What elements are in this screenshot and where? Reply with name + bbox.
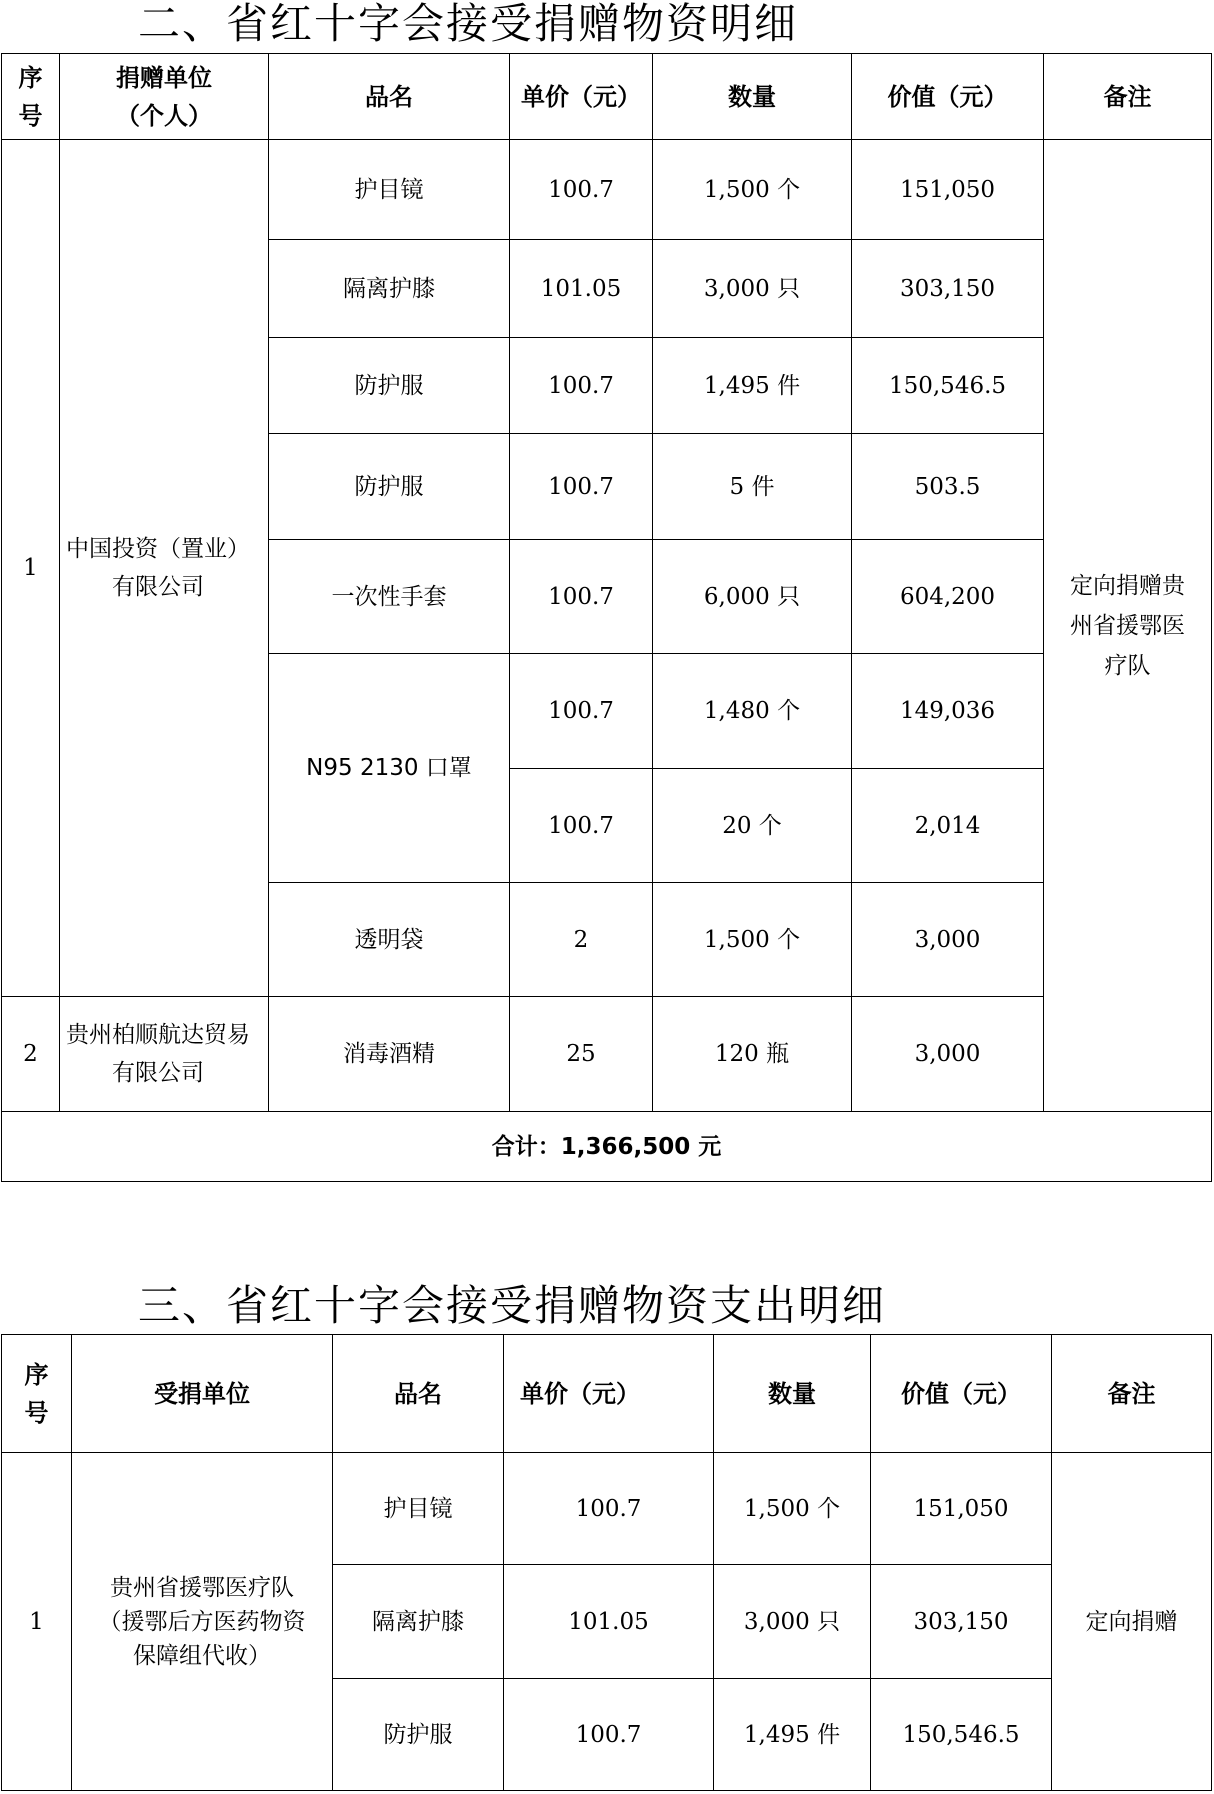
quantity: 1,500 个 — [653, 140, 852, 240]
item-name: N95 2130 口罩 — [269, 654, 510, 883]
item-name: 防护服 — [333, 1679, 504, 1791]
header-item: 品名 — [269, 54, 510, 140]
value: 604,200 — [852, 540, 1044, 654]
quantity: 1,500 个 — [714, 1453, 871, 1565]
donations-disbursed-table — [1, 1334, 1212, 1791]
donor-seq: 2 — [2, 997, 60, 1112]
total-amount: 合计：1,366,500 元 — [2, 1112, 1212, 1182]
header-price: 单价（元） — [504, 1335, 714, 1453]
header-value: 价值（元） — [871, 1335, 1052, 1453]
unit-price: 100.7 — [510, 140, 653, 240]
value: 503.5 — [852, 434, 1044, 540]
item-name: 防护服 — [269, 338, 510, 434]
unit-price: 100.7 — [510, 769, 653, 883]
quantity: 1,495 件 — [714, 1679, 871, 1791]
table-row — [2, 140, 1212, 240]
header-recipient: 受捐单位 — [72, 1335, 333, 1453]
header-qty: 数量 — [714, 1335, 871, 1453]
quantity: 120 瓶 — [653, 997, 852, 1112]
value: 150,546.5 — [871, 1679, 1052, 1791]
quantity: 1,480 个 — [653, 654, 852, 769]
donor-name: 中国投资（置业）有限公司 — [60, 140, 269, 997]
unit-price: 101.05 — [510, 240, 653, 338]
quantity: 20 个 — [653, 769, 852, 883]
table-header-row — [2, 1335, 1212, 1453]
total-row — [2, 1112, 1212, 1182]
header-item: 品名 — [333, 1335, 504, 1453]
item-name: 护目镜 — [269, 140, 510, 240]
donor-name: 贵州柏顺航达贸易有限公司 — [60, 997, 269, 1112]
header-value: 价值（元） — [852, 54, 1044, 140]
unit-price: 100.7 — [504, 1453, 714, 1565]
quantity: 5 件 — [653, 434, 852, 540]
item-name: 透明袋 — [269, 883, 510, 997]
recipient-seq: 1 — [2, 1453, 72, 1791]
table-header-row — [2, 54, 1212, 140]
header-seq: 序号 — [2, 54, 60, 140]
item-name: 隔离护膝 — [269, 240, 510, 338]
unit-price: 101.05 — [504, 1565, 714, 1679]
section-title-donations-received: 二、省红十字会接受捐赠物资明细 — [138, 0, 799, 48]
header-remark: 备注 — [1044, 54, 1212, 140]
header-price: 单价（元） — [510, 54, 653, 140]
recipient-name: 贵州省援鄂医疗队（援鄂后方医药物资保障组代收） — [72, 1453, 333, 1791]
header-seq: 序号 — [2, 1335, 72, 1453]
section-title-donations-disbursed: 三、省红十字会接受捐赠物资支出明细 — [138, 1281, 887, 1330]
unit-price: 100.7 — [510, 434, 653, 540]
value: 3,000 — [852, 883, 1044, 997]
table-row — [2, 997, 1212, 1112]
quantity: 6,000 只 — [653, 540, 852, 654]
unit-price: 25 — [510, 997, 653, 1112]
quantity: 1,495 件 — [653, 338, 852, 434]
value: 151,050 — [871, 1453, 1052, 1565]
unit-price: 2 — [510, 883, 653, 997]
value: 303,150 — [852, 240, 1044, 338]
unit-price: 100.7 — [510, 654, 653, 769]
header-donor: 捐赠单位（个人） — [60, 54, 269, 140]
item-name: 消毒酒精 — [269, 997, 510, 1112]
quantity: 3,000 只 — [653, 240, 852, 338]
value: 150,546.5 — [852, 338, 1044, 434]
item-name: 一次性手套 — [269, 540, 510, 654]
item-name: 隔离护膝 — [333, 1565, 504, 1679]
quantity: 1,500 个 — [653, 883, 852, 997]
unit-price: 100.7 — [504, 1679, 714, 1791]
remark: 定向捐赠 — [1052, 1453, 1212, 1791]
unit-price: 100.7 — [510, 338, 653, 434]
header-qty: 数量 — [653, 54, 852, 140]
item-name: 护目镜 — [333, 1453, 504, 1565]
quantity: 3,000 只 — [714, 1565, 871, 1679]
value: 303,150 — [871, 1565, 1052, 1679]
value: 151,050 — [852, 140, 1044, 240]
value: 149,036 — [852, 654, 1044, 769]
value: 3,000 — [852, 997, 1044, 1112]
donations-received-table — [1, 53, 1212, 1182]
unit-price: 100.7 — [510, 540, 653, 654]
remark: 定向捐赠贵州省援鄂医疗队 — [1044, 140, 1212, 1112]
donor-seq: 1 — [2, 140, 60, 997]
header-remark: 备注 — [1052, 1335, 1212, 1453]
table-row — [2, 1453, 1212, 1565]
item-name: 防护服 — [269, 434, 510, 540]
value: 2,014 — [852, 769, 1044, 883]
